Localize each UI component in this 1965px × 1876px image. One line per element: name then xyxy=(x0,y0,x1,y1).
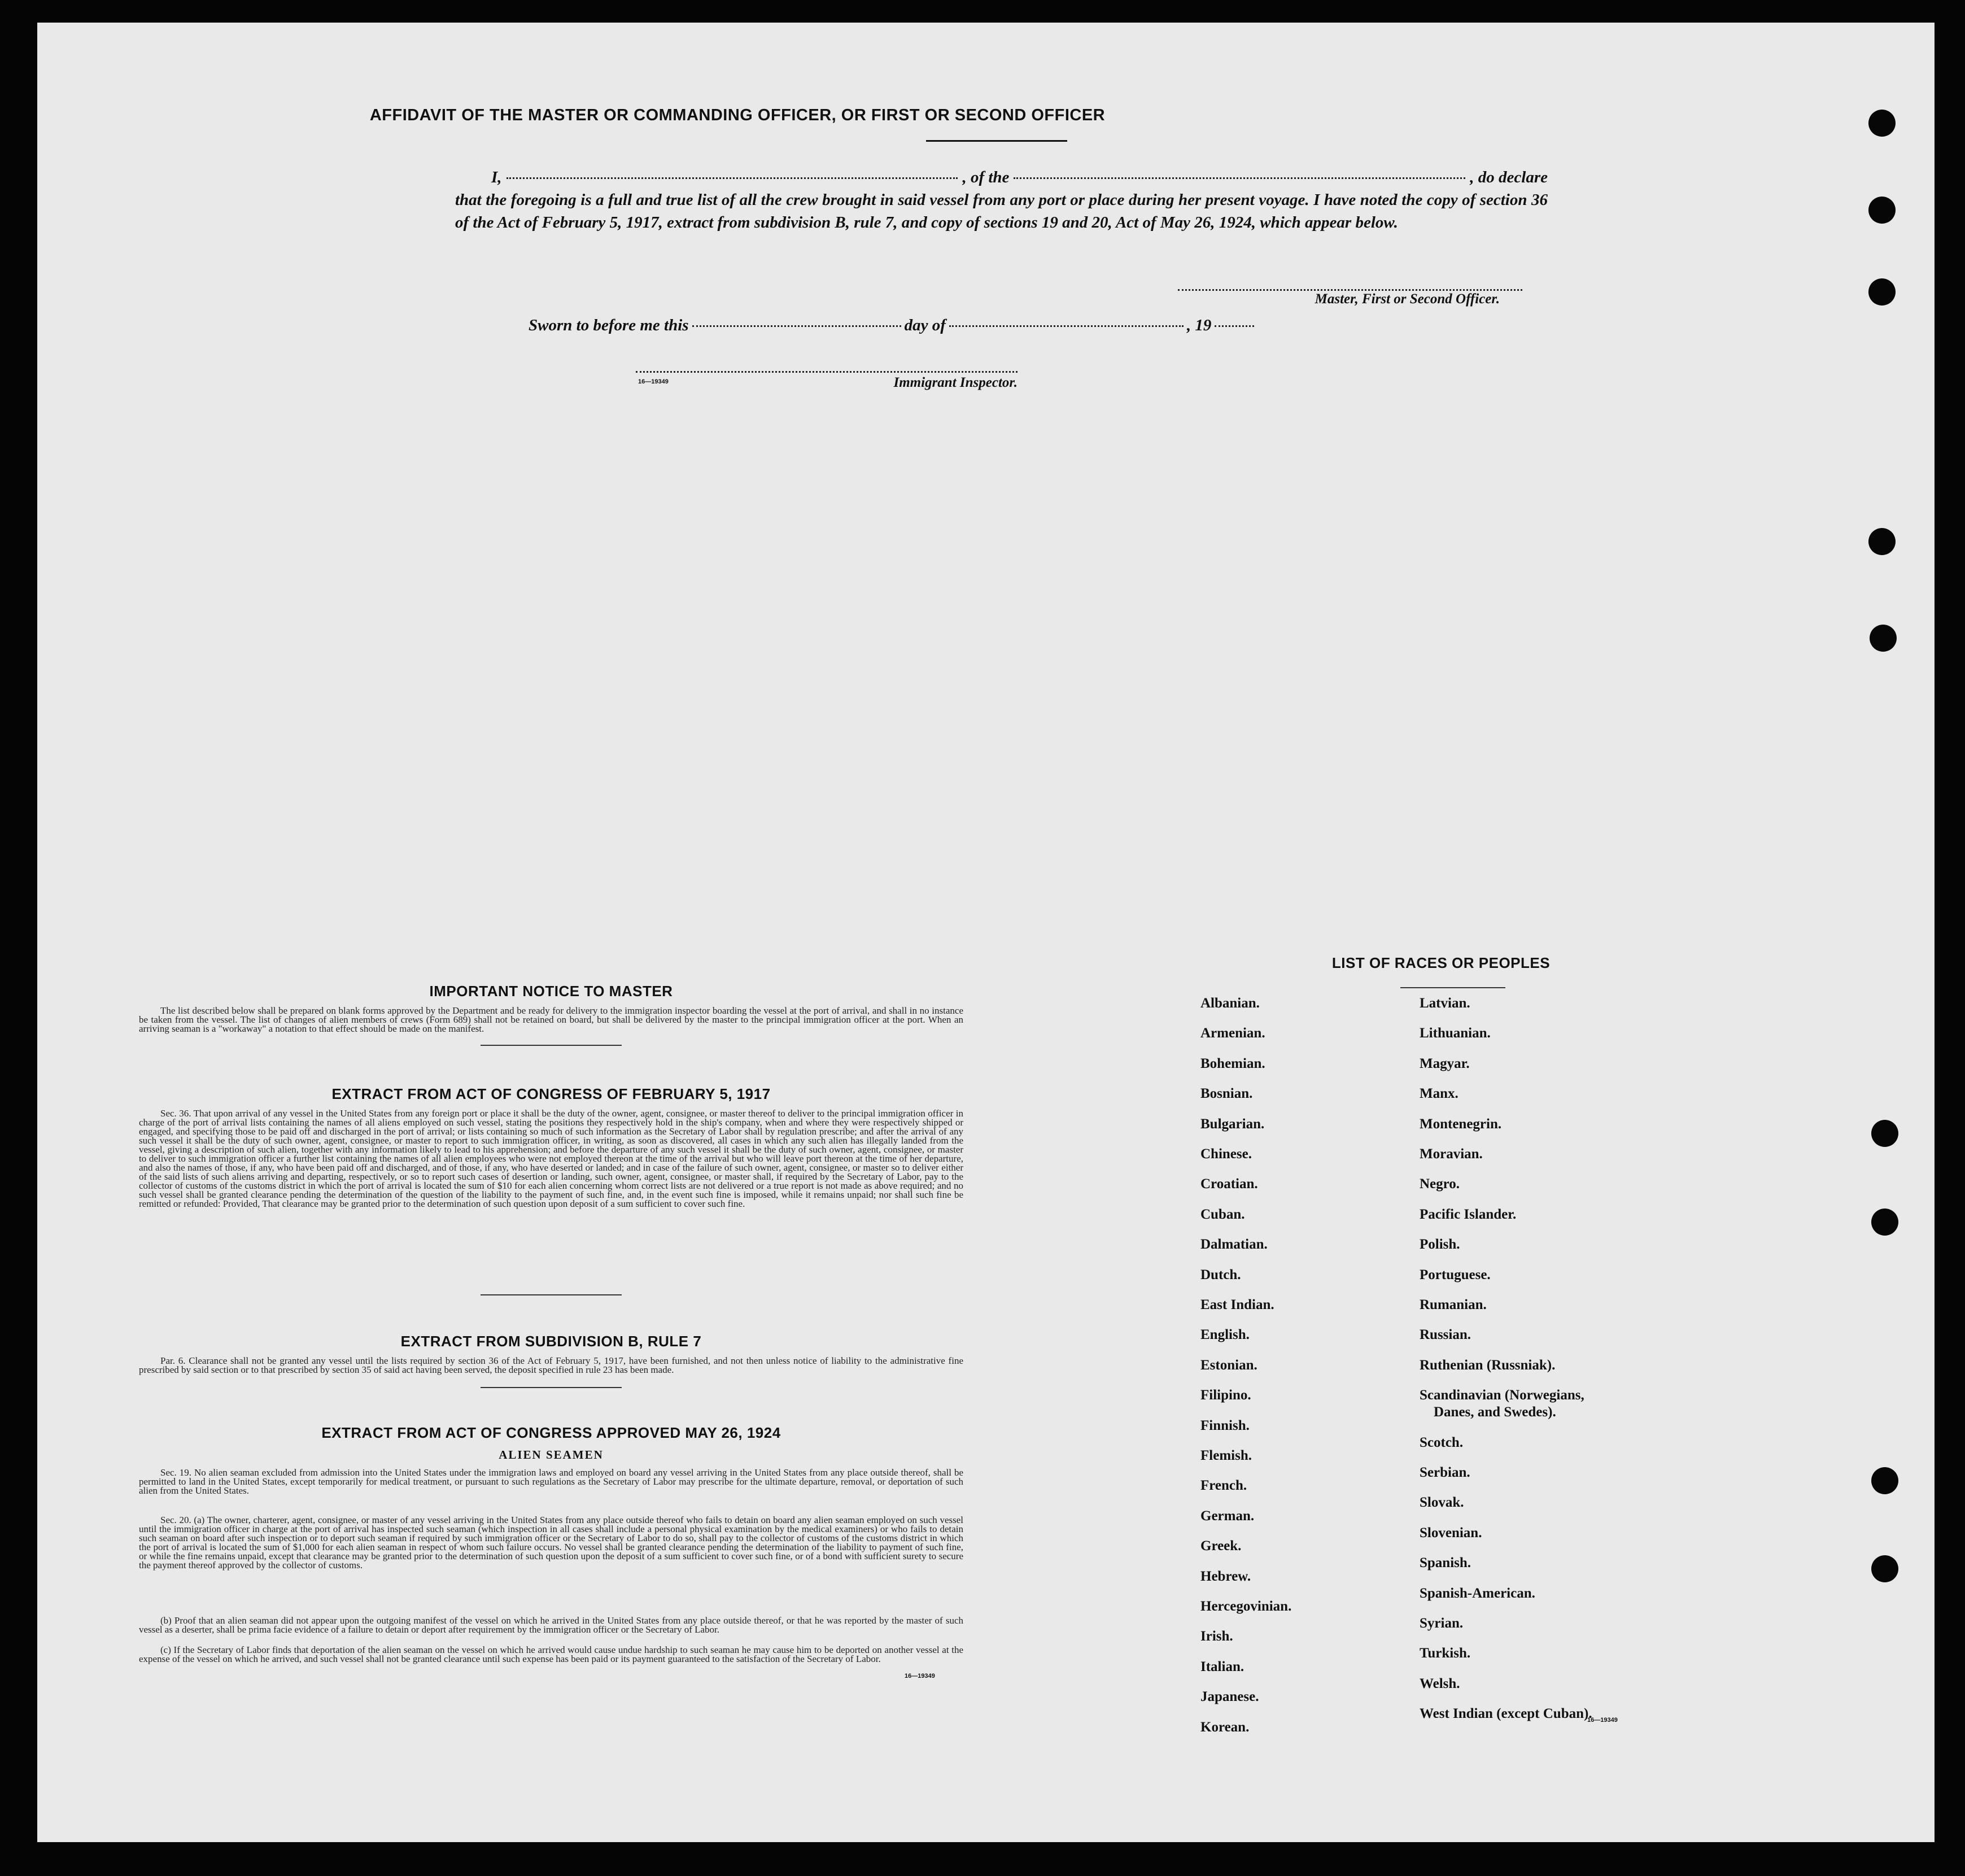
section-rule xyxy=(481,1294,622,1295)
race-item: Chinese. xyxy=(1200,1146,1252,1162)
race-item: Scotch. xyxy=(1420,1434,1464,1450)
race-item: Flemish. xyxy=(1200,1448,1252,1463)
affidavit-declaration xyxy=(455,166,1548,234)
sec-19-text: Sec. 19. No alien seaman excluded from admission into the United States under the immigration laws and employed on board any vessel arriving in the United States from any place outside thereof, shall be permitted to land in the United States, except temporarily for medical treatment, or pursuant to such regulations as the Secretary of Labor may prescribe for the ultimate departure, removal, or deportation of such alien from the United States. xyxy=(139,1467,963,1496)
section-rule xyxy=(481,1387,622,1388)
race-item: Slovenian. xyxy=(1420,1525,1482,1541)
extract-rule7-body: Par. 6. Clearance shall not be granted any vessel until the lists required by section 36 of the Act of February 5, 1917, have been furnished, and not then unless notice of liability to the administrative fine prescribed by said section or to that prescribed by section 35 of said act having been served, the deposit specified in rule 23 has been made. xyxy=(139,1355,963,1375)
extract-1924-title: EXTRACT FROM ACT OF CONGRESS APPROVED MAY 26, 1924 xyxy=(321,1424,781,1441)
race-item: Negro. xyxy=(1420,1176,1460,1192)
race-item: Lithuanian. xyxy=(1420,1026,1491,1041)
extract-1917-title: EXTRACT FROM ACT OF CONGRESS OF FEBRUARY 5, 1917 xyxy=(331,1085,771,1102)
race-item: Cuban. xyxy=(1200,1206,1245,1222)
race-item: Russian. xyxy=(1420,1327,1471,1343)
day-blank[interactable] xyxy=(692,325,901,327)
race-item: Spanish-American. xyxy=(1420,1585,1535,1601)
extract-1917-body: Sec. 36. That upon arrival of any vessel in the United States from any foreign port or place it shall be the duty of the owner, agent, consignee, or master thereof to deliver to the principal immigration officer in charge of the port of arrival lists containing the names of all aliens employed on such vessel, stating the positions they respectively hold in the ship's company, when and where they were respectively shipped or engaged, and specifying those to be paid off and discharged in the port of arrival; or lists containing so much of such information as the Secretary of Labor shall by regulation prescribe; and after the arrival of any such vessel it shall be the duty of such owner, agent, consignee, or master to report to such immigration officer, in writing, as soon as discovered, all cases in which any such alien has illegally landed from the vessel, giving a description of such alien, together with any information likely to lead to his apprehension; and before the departure of any such vessel it shall be the duty of such owner, agent, consignee, or master to deliver to such immigration officer a further list containing the names of all alien employees who were not employed thereon at the time of the arrival but who will leave port thereon at the time of her departure, and also the names of those, if any, who have been paid off and discharged, and of those, if any, who have deserted or landed; and in case of the failure of such owner, agent, consignee, or master so to deliver either of the said lists of such aliens arriving and departing, respectively, or so to report such cases of desertion or landing, such owner, agent, consignee, or master shall, if required by the Secretary of Labor, pay to the collector of customs of the customs district in which the port of arrival is located the sum of $10 for each alien concerning whom correct lists are not delivered or a true report is not made as above required; and no such vessel shall be granted clearance pending the determination of the question of the liability to the payment of such fine, and, in the event such fine is imposed, while it remains unpaid; nor shall such fine be remitted or refunded: Provided, That clearance may be granted prior to the determination of such question upon deposit of a sum sufficient to cover such fine. xyxy=(139,1108,963,1209)
race-item: Estonian. xyxy=(1200,1357,1257,1373)
punch-hole xyxy=(1871,1209,1898,1236)
race-item: Serbian. xyxy=(1420,1464,1470,1480)
punch-hole xyxy=(1871,1467,1898,1494)
race-item: East Indian. xyxy=(1200,1297,1274,1312)
race-item: Italian. xyxy=(1200,1659,1244,1674)
vessel-blank[interactable] xyxy=(1014,177,1465,179)
signature-line[interactable] xyxy=(1178,289,1522,291)
race-item: Armenian. xyxy=(1200,1026,1265,1041)
race-item: Finnish. xyxy=(1200,1417,1250,1433)
race-item: Manx. xyxy=(1420,1086,1459,1102)
race-item: West Indian (except Cuban). xyxy=(1420,1706,1592,1722)
races-title: LIST OF RACES OR PEOPLES xyxy=(1331,954,1551,971)
punch-hole xyxy=(1868,278,1896,306)
title-rule xyxy=(926,140,1067,142)
race-item: Filipino. xyxy=(1200,1388,1251,1403)
race-item: Welsh. xyxy=(1420,1676,1460,1691)
race-item: Scandinavian (Norwegians, Danes, and Swedes). xyxy=(1420,1388,1584,1420)
race-item: Spanish. xyxy=(1420,1555,1471,1571)
section-rule xyxy=(481,1045,622,1046)
form-number: 16—19349 xyxy=(905,1673,935,1679)
race-item: Ruthenian (Russniak). xyxy=(1420,1357,1556,1373)
race-item: Syrian. xyxy=(1420,1615,1464,1631)
race-item: Albanian. xyxy=(1200,996,1260,1011)
race-item: Korean. xyxy=(1200,1719,1250,1735)
declaration-text: that the foregoing is a full and true list of all the crew brought in said vessel from any port or place during her present voyage. I have noted the copy of section 36 of the Act of February 5, 1917, extract from subdivision B, rule 7, and copy of sections 19 and 20, Act of May 26, 1924, which appear below. xyxy=(455,191,1548,232)
inspector-label: Immigrant Inspector. xyxy=(893,375,1018,390)
race-item: Dalmatian. xyxy=(1200,1237,1268,1253)
race-item: Turkish. xyxy=(1420,1646,1471,1661)
form-number: 16—19349 xyxy=(1587,1717,1618,1724)
race-item: Montenegrin. xyxy=(1420,1116,1502,1132)
sworn-line xyxy=(529,316,1296,335)
sec-20c-text: (c) If the Secretary of Labor finds that deportation of the alien seaman on the vessel on which he arrived would cause undue hardship to such seaman he may cause him to be deported on another vessel at the expense of the vessel on which he arrived, and such vessel shall not be granted clearance until such expense has been paid or its payment guaranteed to the satisfaction of the Secretary of Labor. xyxy=(139,1644,963,1664)
alien-seamen-subtitle: ALIEN SEAMEN xyxy=(499,1448,604,1461)
name-blank[interactable] xyxy=(506,177,958,179)
sec-20b-text: (b) Proof that an alien seaman did not appear upon the outgoing manifest of the vessel on which he arrived in the United States from any place outside thereof, or that he was reported by the master of such vessel as a deserter, shall be prima facie evidence of a failure to detain or deport after requirement by the immigration officer or the Secretary of Labor. xyxy=(139,1615,963,1635)
race-item: Dutch. xyxy=(1200,1267,1241,1282)
i-label: I, xyxy=(491,168,502,186)
extract-rule7-title: EXTRACT FROM SUBDIVISION B, RULE 7 xyxy=(400,1333,702,1350)
race-item: Hebrew. xyxy=(1200,1568,1251,1584)
race-item: Latvian. xyxy=(1420,996,1470,1011)
month-blank[interactable] xyxy=(949,325,1184,327)
sec-20a-text: Sec. 20. (a) The owner, charterer, agent, consignee, or master of any vessel arriving in the United States from any place outside thereof who fails to detain on board any alien seaman employed on such vessel until the immigration officer in charge at the port of arrival has inspected such seaman (which inspection in all cases shall include a personal physical examination by the medical examiners) or who fails to detain such seaman on board after such inspection or to deport such seaman if required by such immigration officer or the Secretary of Labor to do so, shall pay to the collector of customs of the customs district in which the port of arrival is located the sum of $1,000 for each alien seaman in respect of whom such failure occurs. No vessel shall be granted clearance pending the determination of the liability to payment of such fine, or while the fine remains unpaid, except that clearance may be granted prior to the determination of such question upon the deposit of a sum sufficient to cover such fine, or of a bond with sufficient surety to secure the payment thereof approved by the collector of customs. xyxy=(139,1515,963,1570)
day-of-label: day of xyxy=(904,316,946,334)
notice-title: IMPORTANT NOTICE TO MASTER xyxy=(429,983,673,1000)
inspector-signature-line[interactable] xyxy=(636,371,1018,373)
notice-body: The list described below shall be prepared on blank forms approved by the Department and be ready for delivery to the immigration inspector boarding the vessel at the port of arrival, and shall in no instance be taken from the vessel. The list of changes of alien members of crews (Form 689) shall not be retained on board, but shall be delivered by the master to the principal immigration officer at the port. When an arriving seaman is a "workaway" a notation to that effect should be made on the manifest. xyxy=(139,1005,963,1034)
race-item: Slovak. xyxy=(1420,1495,1464,1511)
race-item: French. xyxy=(1200,1478,1247,1494)
of-the-label: , of the xyxy=(962,168,1010,186)
race-item: Croatian. xyxy=(1200,1176,1258,1192)
race-item: Bosnian. xyxy=(1200,1086,1253,1102)
race-item: Moravian. xyxy=(1420,1146,1483,1162)
punch-hole xyxy=(1870,625,1897,652)
race-item: Pacific Islander. xyxy=(1420,1206,1517,1222)
race-item: Bohemian. xyxy=(1200,1055,1265,1071)
race-item: Polish. xyxy=(1420,1237,1460,1253)
affidavit-title: AFFIDAVIT OF THE MASTER OR COMMANDING OFFICER, OR FIRST OR SECOND OFFICER xyxy=(369,106,1106,124)
race-item: Bulgarian. xyxy=(1200,1116,1265,1132)
race-item: Portuguese. xyxy=(1420,1267,1491,1282)
document-page xyxy=(37,23,1935,1842)
signature-label: Master, First or Second Officer. xyxy=(1315,291,1500,307)
race-item: Hercegovinian. xyxy=(1200,1599,1292,1614)
race-item: Irish. xyxy=(1200,1629,1233,1644)
do-declare-label: , do declare xyxy=(1470,168,1548,186)
year-blank[interactable] xyxy=(1215,325,1254,327)
race-item: English. xyxy=(1200,1327,1250,1343)
punch-hole xyxy=(1868,528,1896,555)
race-item: Rumanian. xyxy=(1420,1297,1487,1312)
race-item: Japanese. xyxy=(1200,1689,1259,1705)
race-item: Magyar. xyxy=(1420,1055,1470,1071)
sworn-label: Sworn to before me this xyxy=(529,316,689,334)
form-number: 16—19349 xyxy=(638,378,669,385)
punch-hole xyxy=(1868,110,1896,137)
race-item: Greek. xyxy=(1200,1538,1242,1554)
punch-hole xyxy=(1868,197,1896,224)
punch-hole xyxy=(1871,1555,1898,1582)
race-item: German. xyxy=(1200,1508,1255,1524)
races-rule xyxy=(1400,987,1505,988)
year-label: , 19 xyxy=(1186,316,1212,334)
punch-hole xyxy=(1871,1120,1898,1147)
